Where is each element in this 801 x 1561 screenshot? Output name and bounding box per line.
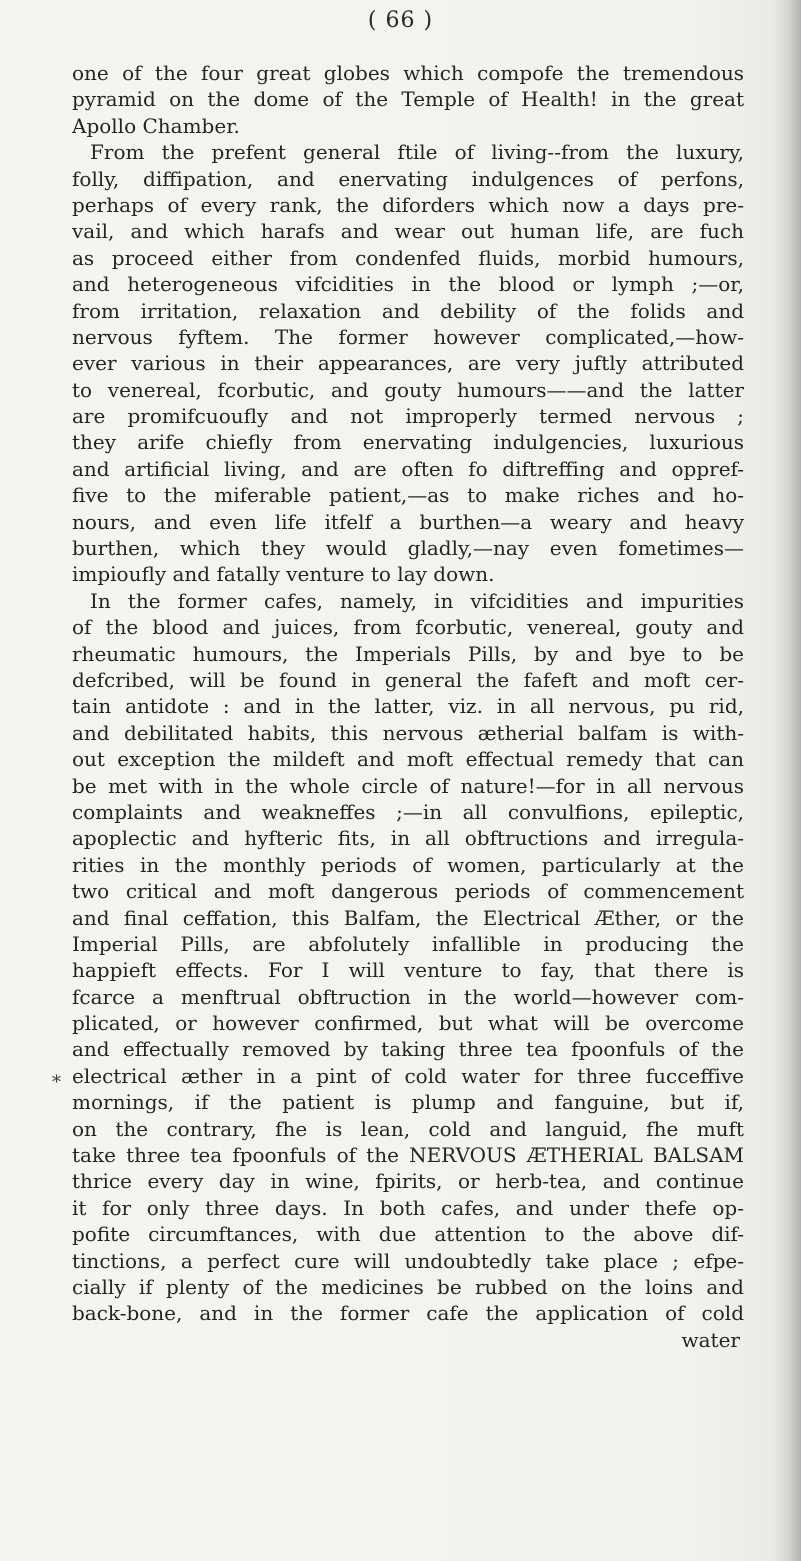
text-line: ever various in their appearances, are very juftly attributed	[72, 351, 744, 376]
text-line: mornings, if the patient is plump and fanguine, but if,	[72, 1090, 744, 1115]
text-line: electrical æther in a pint of cold water for three fucceffive	[72, 1063, 744, 1088]
text-line: and effectually removed by taking three tea fpoonfuls of the	[72, 1037, 744, 1062]
text-line: they arife chiefly from enervating indulgencies, luxurious	[72, 430, 744, 455]
text-line: perhaps of every rank, the diforders which now a days pre-	[72, 192, 744, 217]
text-line: vail, and which harafs and wear out human life, are fuch	[72, 219, 744, 244]
text-line: defcribed, will be found in general the fafeft and moft cer-	[72, 667, 744, 692]
page-number: ( 66 )	[367, 8, 434, 33]
text-line: from irritation, relaxation and debility of the folids and	[72, 298, 744, 323]
text-line: back-bone, and in the former cafe the application of cold	[72, 1301, 744, 1326]
text-line: rities in the monthly periods of women, particularly at the	[72, 852, 744, 877]
text-line: and final ceffation, this Balfam, the Electrical Æther, or the	[72, 905, 744, 930]
text-line: one of the four great globes which compofe the tremendous	[72, 61, 744, 85]
text-line: out exception the mildeft and moft effectual remedy that can	[72, 747, 744, 772]
text-line: Apollo Chamber.	[72, 113, 240, 138]
text-line: thrice every day in wine, fpirits, or herb-tea, and continue	[72, 1169, 744, 1194]
text-line: and debilitated habits, this nervous ætherial balfam is with-	[72, 720, 744, 745]
text-line: apoplectic and hyfteric fits, in all obftructions and irregula-	[72, 826, 744, 851]
text-line: tinctions, a perfect cure will undoubtedly take place ; efpe-	[72, 1248, 744, 1273]
text-line: plicated, or however confirmed, but what will be overcome	[72, 1011, 744, 1036]
text-line: nours, and even life itfelf a burthen—a weary and heavy	[72, 509, 744, 534]
text-line: complaints and weakneffes ;—in all convulfions, epileptic,	[72, 799, 744, 824]
text-line: In the former cafes, namely, in vifcidities and impurities	[90, 588, 744, 613]
margin-mark: *	[52, 1072, 61, 1093]
text-line: take three tea fpoonfuls of the NERVOUS ÆTHERIAL BALSAM	[72, 1143, 744, 1168]
text-line: pofite circumftances, with due attention to the above dif-	[72, 1222, 744, 1247]
body-text	[72, 60, 744, 1353]
text-line: tain antidote : and in the latter, viz. in all nervous, pu rid,	[72, 694, 744, 719]
text-line: five to the miferable patient,—as to make riches and ho-	[72, 483, 744, 508]
text-line: cially if plenty of the medicines be rubbed on the loins and	[72, 1274, 744, 1299]
text-line: are promifcuoufly and not improperly termed nervous ;	[72, 404, 744, 429]
text-line: of the blood and juices, from fcorbutic, venereal, gouty and	[72, 615, 744, 640]
text-line: Imperial Pills, are abfolutely infallible in producing the	[72, 931, 744, 956]
page-edge-shadow	[773, 0, 801, 1561]
text-line: and artificial living, and are often fo diftreffing and oppref-	[72, 456, 744, 481]
text-line: burthen, which they would gladly,—nay even fometimes—	[72, 536, 744, 561]
text-line: impioufly and fatally venture to lay down.	[72, 562, 495, 587]
text-line: to venereal, fcorbutic, and gouty humours——and the latter	[72, 377, 744, 402]
text-line: rheumatic humours, the Imperials Pills, by and bye to be	[72, 641, 744, 666]
catchword: water	[681, 1327, 740, 1352]
text-line: as proceed either from condenfed fluids, morbid humours,	[72, 245, 744, 270]
text-line: two critical and moft dangerous periods of commencement	[72, 879, 744, 904]
text-line: folly, diffipation, and enervating indulgences of perfons,	[72, 166, 744, 191]
text-line: pyramid on the dome of the Temple of Health! in the great	[72, 87, 744, 112]
text-line: be met with in the whole circle of nature!—for in all nervous	[72, 773, 744, 798]
text-line: happieft effects. For I will venture to fay, that there is	[72, 958, 744, 983]
text-line: fcarce a menftrual obftruction in the world—however com-	[72, 984, 744, 1009]
text-line: From the prefent general ftile of living--from the luxury,	[90, 140, 744, 165]
text-line: on the contrary, fhe is lean, cold and languid, fhe muft	[72, 1116, 744, 1141]
text-line: and heterogeneous vifcidities in the blood or lymph ;—or,	[72, 272, 744, 297]
text-line: it for only three days. In both cafes, and under thefe op-	[72, 1195, 744, 1220]
text-line: nervous fyftem. The former however complicated,—how-	[72, 324, 744, 349]
